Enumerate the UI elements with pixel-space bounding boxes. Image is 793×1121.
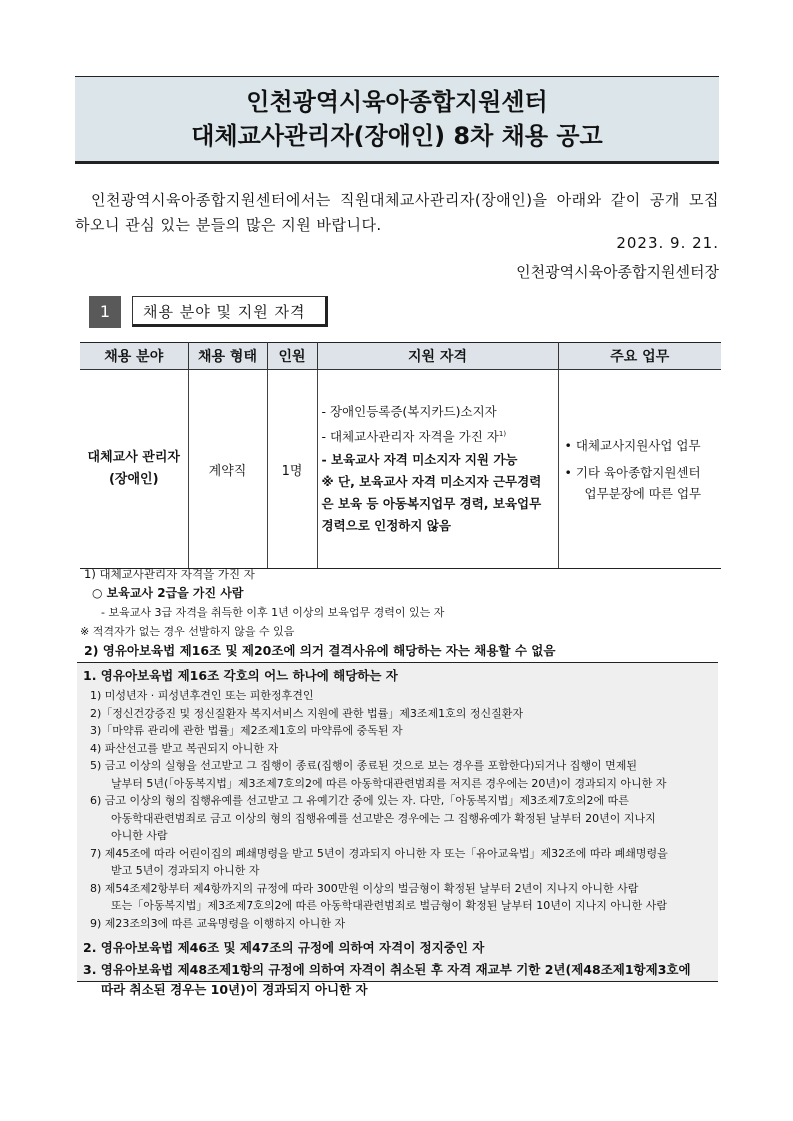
section-title: 채용 분야 및 지원 자격 <box>132 296 328 327</box>
signer-name: 인천광역시육아종합지원센터장 <box>516 263 719 281</box>
header-field: 채용 분야 <box>80 343 188 370</box>
section-number-badge: 1 <box>89 296 121 328</box>
disqualification-box <box>77 662 718 997</box>
dq-item: 6) 금고 이상의 형의 집행유예를 선고받고 그 유예기간 중에 있는 자. 다만,「아동복지법」제3조제7호의2에 따른 <box>90 794 629 807</box>
field-line2: (장애인) <box>108 472 159 487</box>
footnote-subsub: - 보육교사 3급 자격을 취득한 이후 1년 이상의 보육업무 경력이 있는 자 <box>101 606 445 619</box>
table-row <box>80 370 721 569</box>
page-title-line2: 대체교사관리자(장애인) 8차 채용 공고 <box>191 122 603 150</box>
dq-heading-3-continued: 따라 취소된 경우는 10년)이 경과되지 아니한 자 <box>101 982 368 997</box>
cell-type: 계약직 <box>188 370 267 569</box>
dq-item-continued: 날부터 5년(「아동복지법」제3조제7호의2에 따른 아동학대관련범죄를 저지른 경우에는 20년)이 경과되지 아니한 자 <box>111 776 667 790</box>
dq-heading-1: 1. 영유아보육법 제16조 각호의 어느 하나에 해당하는 자 <box>83 668 398 683</box>
qual-item: - 보육교사 자격 미소지자 지원 가능 <box>321 451 518 467</box>
dq-item-continued: 아니한 사람 <box>111 829 168 842</box>
duty-item-continued: 업무분장에 따른 업무 <box>584 485 702 501</box>
cell-qualifications <box>317 370 558 569</box>
footnote-sub: ○ 보육교사 2급을 가진 사람 <box>92 586 244 600</box>
dq-item: 7) 제45조에 따라 어린이집의 폐쇄명령을 받고 5년이 경과되지 아니한 자 또는「유아교육법」제32조에 따라 폐쇄명령을 <box>90 846 668 860</box>
dq-item: 3)「마약류 관리에 관한 법률」제2조제1호의 마약류에 중독된 자 <box>90 724 403 737</box>
qual-item: - 대체교사관리자 자격을 가진 자 <box>321 429 499 445</box>
qual-note: ※ 단, 보육교사 자격 미소지자 근무경력 <box>321 473 542 489</box>
title-banner <box>75 76 719 164</box>
dq-heading-2: 2. 영유아보육법 제46조 및 제47조의 규정에 의하여 자격이 정지중인 자 <box>83 940 485 955</box>
dq-item-continued: 또는「아동복지법」제3조제7호의2에 따른 아동학대관련범죄로 벌금형이 확정된 날부터 10년이 지나지 아니한 사람 <box>111 899 668 912</box>
duty-item: • 대체교사지원사업 업무 <box>564 437 701 453</box>
field-line1: 대체교사 관리자 <box>87 450 180 465</box>
intro-paragraph <box>75 188 719 238</box>
notes-block <box>80 565 555 660</box>
header-count: 인원 <box>267 343 317 370</box>
qual-note: 은 보육 등 아동복지업무 경력, 보육업무 <box>321 495 542 511</box>
dq-item-continued: 받고 5년이 경과되지 아니한 자 <box>111 864 260 877</box>
dq-item: 5) 금고 이상의 실형을 선고받고 그 집행이 종료(집행이 종료된 것으로 보는 경우를 포함한다)되거나 집행이 면제된 <box>90 759 637 772</box>
footnote-text: 1) 대체교사관리자 자격을 가진 자 <box>84 567 255 581</box>
footnote-mark: 1) <box>498 430 507 439</box>
recruitment-table <box>80 342 721 569</box>
duty-item: • 기타 육아종합지원센터 <box>564 464 701 480</box>
dq-item: 1) 미성년자 · 피성년후견인 또는 피한정후견인 <box>90 689 314 702</box>
cell-duties <box>558 370 721 569</box>
intro-text: 인천광역시육아종합지원센터에서는 직원대체교사관리자(장애인)을 아래와 같이 공개 모집 하오니 관심 있는 분들의 많은 지원 바랍니다. <box>75 191 719 234</box>
cell-field <box>80 370 188 569</box>
dq-heading-3: 3. 영유아보육법 제48조제1항의 규정에 의하여 자격이 취소된 후 자격 재교부 기한 2년(제48조제1항제3호에 <box>83 962 691 977</box>
dq-item: 8) 제54조제2항부터 제4항까지의 규정에 따라 300만원 이상의 벌금형이 확정된 날부터 2년이 지나지 아니한 사람 <box>90 881 639 895</box>
qual-item: - 장애인등록증(복지카드)소지자 <box>321 404 497 420</box>
header-type: 채용 형태 <box>188 343 267 370</box>
qual-note: 경력으로 인정하지 않음 <box>321 517 451 533</box>
dq-item: 2)「정신건강증진 및 정신질환자 복지서비스 지원에 관한 법률」제3조제1호의 정신질환자 <box>90 706 524 720</box>
disqualification-note: 2) 영유아보육법 제16조 및 제20조에 의거 결격사유에 해당하는 자는 채용할 수 없음 <box>84 643 556 658</box>
dq-item-continued: 아동학대관련범죄로 금고 이상의 형의 집행유예를 선고받은 경우에는 그 집행유예가 확정된 날부터 20년이 지나지 <box>111 811 656 825</box>
cell-count: 1명 <box>267 370 317 569</box>
announcement-date: 2023. 9. 21. <box>616 234 719 252</box>
dq-item: 9) 제23조의3에 따른 교육명령을 이행하지 아니한 자 <box>90 916 346 930</box>
header-duties: 주요 업무 <box>558 343 721 370</box>
qual-item-with-footnote <box>322 423 554 448</box>
table-header-row <box>80 343 721 370</box>
selection-note: ※ 적격자가 없는 경우 선발하지 않을 수 있음 <box>80 625 295 638</box>
header-qualifications: 지원 자격 <box>317 343 558 370</box>
page-title-line1: 인천광역시육아종합지원센터 <box>246 88 548 116</box>
dq-item: 4) 파산선고를 받고 복권되지 아니한 자 <box>90 741 279 755</box>
